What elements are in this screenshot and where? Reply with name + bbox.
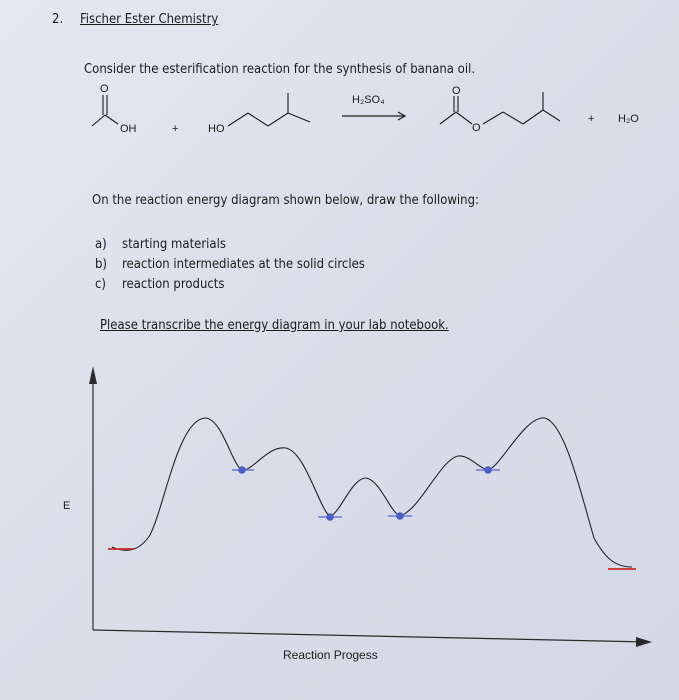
question-title: Fischer Ester Chemistry: [80, 12, 219, 27]
x-axis-label: Reaction Progess: [283, 648, 378, 662]
instruction-a-text: starting materials: [122, 237, 226, 252]
alcohol-ho: HO: [208, 123, 225, 135]
x-axis-arrowhead: [636, 637, 652, 647]
plus-sign-2: +: [588, 113, 595, 125]
question-number: 2.: [52, 12, 64, 27]
instruction-b-letter: b): [95, 257, 107, 272]
y-axis-arrowhead: [89, 366, 97, 384]
instruction-b-text: reaction intermediates at the solid circles: [122, 257, 365, 272]
intermediate-circle-2: [326, 513, 334, 521]
intermediate-circle-1: [238, 466, 246, 474]
instruction-c-text: reaction products: [122, 277, 225, 292]
energy-curve: [112, 418, 632, 567]
y-axis-label: E: [63, 500, 71, 512]
intermediate-markers: [232, 466, 500, 521]
instructions-lead: On the reaction energy diagram shown below, draw the following:: [92, 193, 479, 208]
water-label: H₂O: [618, 113, 639, 125]
instruction-c-letter: c): [95, 277, 106, 292]
plus-sign-1: +: [172, 123, 179, 135]
reagent-label: H₂SO₄: [352, 94, 385, 106]
transcribe-note: Please transcribe the energy diagram in your lab notebook.: [100, 318, 449, 333]
acid-oh: OH: [120, 123, 137, 135]
acid-carbonyl-o: O: [100, 83, 109, 95]
instruction-a-letter: a): [95, 237, 107, 252]
x-axis: [93, 630, 648, 642]
intermediate-circle-4: [484, 466, 492, 474]
question-intro: Consider the esterification reaction for the synthesis of banana oil.: [84, 62, 476, 77]
ester-carbonyl-o: O: [452, 85, 461, 97]
intermediate-circle-3: [396, 512, 404, 520]
ester-o: O: [472, 122, 481, 134]
